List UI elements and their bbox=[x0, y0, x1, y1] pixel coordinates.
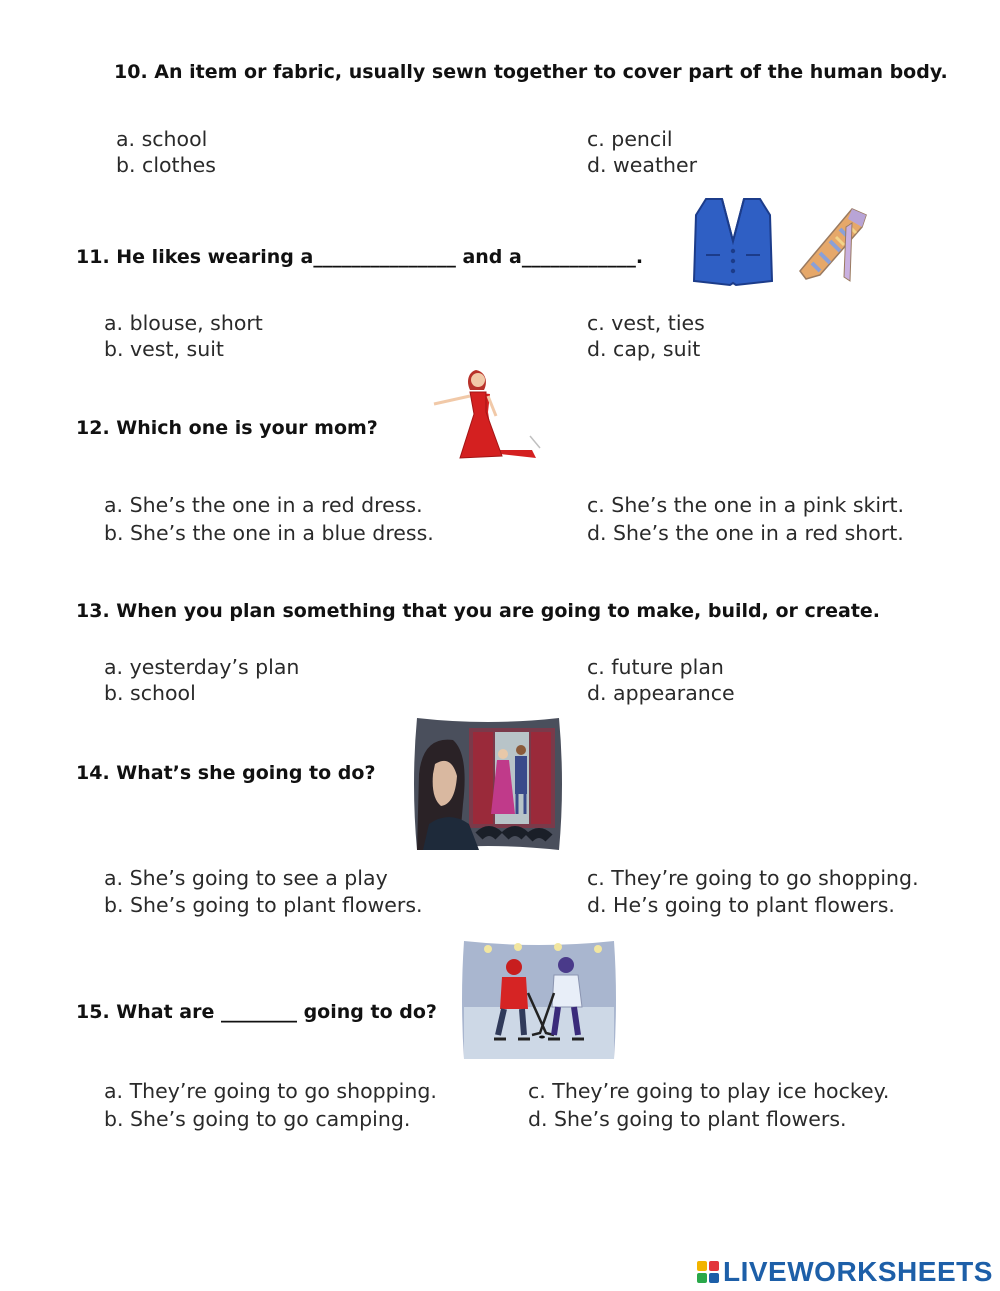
liveworksheets-logo bbox=[697, 1256, 993, 1288]
q10-option-a[interactable]: a. school bbox=[116, 127, 208, 151]
q13-option-b[interactable]: b. school bbox=[104, 681, 196, 705]
theater-play-image bbox=[409, 714, 567, 854]
tie-image bbox=[792, 205, 872, 283]
q10-option-c[interactable]: c. pencil bbox=[587, 127, 673, 151]
q11-option-b[interactable]: b. vest, suit bbox=[104, 337, 224, 361]
q10-option-b[interactable]: b. clothes bbox=[116, 153, 216, 177]
q14-option-a[interactable]: a. She’s going to see a play bbox=[104, 866, 388, 890]
q12-option-c[interactable]: c. She’s the one in a pink skirt. bbox=[587, 493, 905, 517]
q15-option-d[interactable]: d. She’s going to plant flowers. bbox=[528, 1107, 847, 1131]
woman-red-dress-image bbox=[430, 366, 542, 462]
q12-option-a[interactable]: a. She’s the one in a red dress. bbox=[104, 493, 423, 517]
q13-option-a[interactable]: a. yesterday’s plan bbox=[104, 655, 300, 679]
q11-option-d[interactable]: d. cap, suit bbox=[587, 337, 701, 361]
q13-option-c[interactable]: c. future plan bbox=[587, 655, 724, 679]
question-10-text: 10. An item or fabric, usually sewn together to cover part of the human body. bbox=[114, 61, 948, 83]
ice-hockey-image bbox=[458, 937, 620, 1063]
q11-option-c[interactable]: c. vest, ties bbox=[587, 311, 705, 335]
q12-option-d[interactable]: d. She’s the one in a red short. bbox=[587, 521, 904, 545]
q13-option-d[interactable]: d. appearance bbox=[587, 681, 735, 705]
q12-option-b[interactable]: b. She’s the one in a blue dress. bbox=[104, 521, 434, 545]
question-12-text: 12. Which one is your mom? bbox=[76, 417, 378, 439]
q15-option-c[interactable]: c. They’re going to play ice hockey. bbox=[528, 1079, 890, 1103]
vest-image bbox=[692, 195, 774, 287]
q15-option-a[interactable]: a. They’re going to go shopping. bbox=[104, 1079, 437, 1103]
q10-option-d[interactable]: d. weather bbox=[587, 153, 698, 177]
question-15-text: 15. What are ________ going to do? bbox=[76, 1001, 437, 1023]
logo-blocks-icon bbox=[697, 1261, 719, 1283]
q14-option-b[interactable]: b. She’s going to plant flowers. bbox=[104, 893, 423, 917]
q11-option-a[interactable]: a. blouse, short bbox=[104, 311, 263, 335]
question-13-text: 13. When you plan something that you are going to make, build, or create. bbox=[76, 600, 881, 622]
logo-text: LIVEWORKSHEETS bbox=[723, 1256, 993, 1287]
q14-option-c[interactable]: c. They’re going to go shopping. bbox=[587, 866, 919, 890]
question-14-text: 14. What’s she going to do? bbox=[76, 762, 376, 784]
q15-option-b[interactable]: b. She’s going to go camping. bbox=[104, 1107, 411, 1131]
question-11-text: 11. He likes wearing a_______________ and a____________. bbox=[76, 246, 644, 268]
q14-option-d[interactable]: d. He’s going to plant flowers. bbox=[587, 893, 895, 917]
